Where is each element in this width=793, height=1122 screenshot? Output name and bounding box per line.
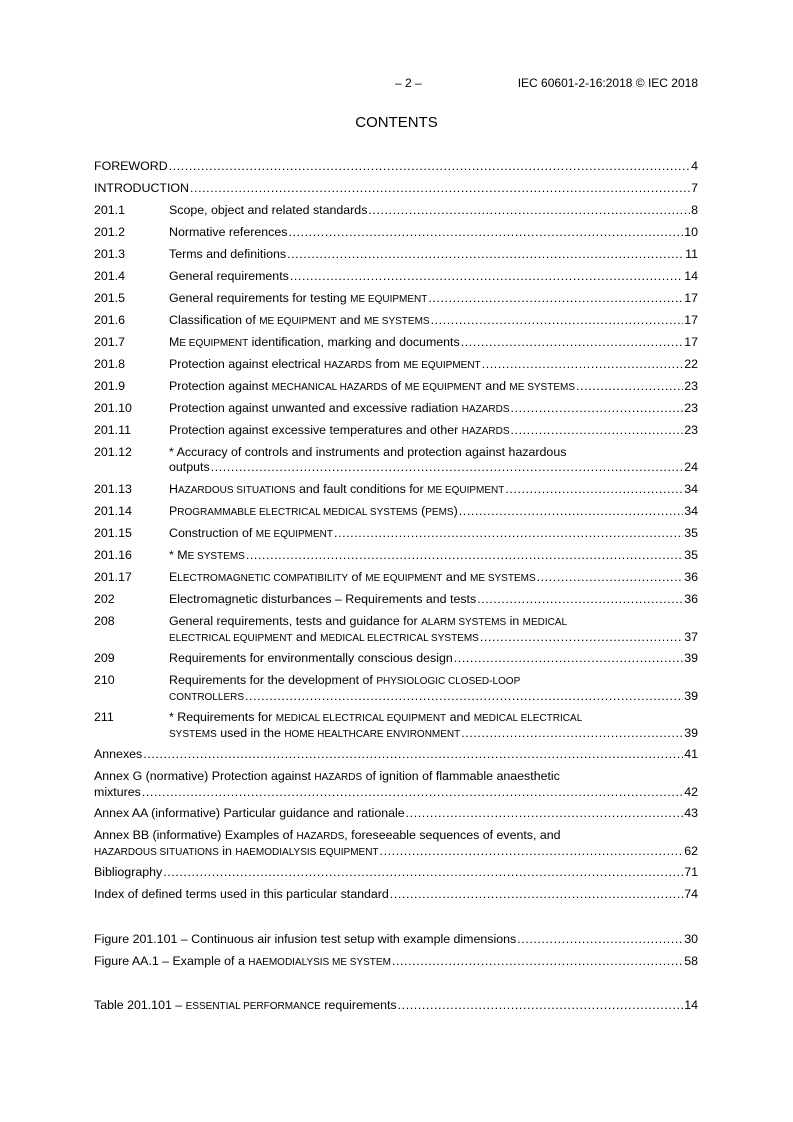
page-ref: 10 — [684, 225, 698, 239]
page-ref: 39 — [684, 689, 698, 703]
page-ref: 23 — [684, 423, 698, 437]
toc-entry-annex-bb[interactable]: Annex BB (informative) Examples of HAZARDS, foreseeable sequences of events, and HAZARDOUS SITUATIONS in HAEMODIALYSIS EQUIPMENT ..... 62 — [94, 828, 698, 860]
page-ref: 22 — [684, 357, 698, 371]
page-ref: 11 — [685, 247, 698, 261]
page-ref: 34 — [684, 504, 698, 518]
section-number: 201.6 — [94, 313, 126, 327]
toc-entry-annex-g[interactable]: Annex G (normative) Protection against HAZARDS of ignition of flammable anaesthetic mixtures ..... 42 — [94, 769, 698, 800]
section-number: 211 — [94, 710, 114, 724]
section-number: 201.17 — [94, 570, 132, 584]
page-ref: 36 — [684, 570, 698, 584]
page-ref: 7 — [691, 181, 698, 195]
section-number: 210 — [94, 673, 115, 687]
page-header — [94, 76, 698, 92]
page-ref: 62 — [684, 844, 698, 858]
toc-entry-figure-201-101[interactable]: Figure 201.101 – Continuous air infusion test setup with example dimensions ..... 30 — [94, 932, 698, 947]
toc-entry-annexes[interactable]: Annexes ..... 41 — [94, 747, 698, 762]
page-ref: 35 — [684, 548, 698, 562]
toc-entry-index[interactable]: Index of defined terms used in this particular standard ..... 74 — [94, 887, 698, 902]
section-number: 201.9 — [94, 379, 126, 393]
section-number: 201.3 — [94, 247, 126, 261]
page-ref: 4 — [691, 159, 698, 173]
toc-entry-foreword[interactable]: FOREWORD ..... 4 — [94, 159, 698, 174]
page-ref: 8 — [691, 203, 698, 217]
page-ref: 23 — [684, 379, 698, 393]
page-ref: 24 — [684, 460, 698, 474]
section-number: 202 — [94, 592, 115, 606]
page-ref: 23 — [684, 401, 698, 415]
toc-entry-figure-aa-1[interactable]: Figure AA.1 – Example of a HAEMODIALYSIS ME SYSTEM ..... 58 — [94, 954, 698, 970]
section-number: 201.11 — [94, 423, 131, 437]
section-number: 201.8 — [94, 357, 126, 371]
page-ref: 42 — [684, 785, 698, 799]
page-ref: 17 — [684, 335, 698, 349]
section-number: 201.16 — [94, 548, 132, 562]
section-number: 201.13 — [94, 482, 132, 496]
toc-entry-table-201-101[interactable]: Table 201.101 – ESSENTIAL PERFORMANCE requirements ..... 14 — [94, 998, 698, 1014]
page-ref: 39 — [684, 726, 698, 740]
page-ref: 35 — [684, 526, 698, 540]
page-ref: 34 — [684, 482, 698, 496]
page-ref: 71 — [684, 865, 698, 879]
section-number: 201.12 — [94, 445, 132, 459]
page-title: CONTENTS — [355, 114, 438, 131]
section-number: 209 — [94, 651, 115, 665]
standard-reference: IEC 60601-2-16:2018 © IEC 2018 — [517, 76, 698, 90]
section-number: 201.10 — [94, 401, 132, 415]
page-ref: 17 — [684, 291, 698, 305]
page-ref: 30 — [684, 932, 698, 946]
page-ref: 14 — [684, 998, 698, 1012]
page-ref: 41 — [684, 747, 698, 761]
toc-entry-introduction[interactable]: INTRODUCTION ..... 7 — [94, 181, 698, 196]
page-ref: 39 — [684, 651, 698, 665]
page-number: – 2 – — [395, 76, 422, 90]
section-number: 201.5 — [94, 291, 126, 305]
toc-entry-bibliography[interactable]: Bibliography ..... 71 — [94, 865, 698, 880]
section-number: 201.2 — [94, 225, 126, 239]
section-number: 201.7 — [94, 335, 126, 349]
page-ref: 17 — [684, 313, 698, 327]
page-ref: 37 — [684, 630, 698, 644]
section-number: 201.14 — [94, 504, 132, 518]
section-number: 201.15 — [94, 526, 132, 540]
page-ref: 43 — [684, 806, 698, 820]
section-number: 201.1 — [94, 203, 126, 217]
page-ref: 74 — [684, 887, 698, 901]
section-number: 208 — [94, 614, 115, 628]
page-ref: 36 — [684, 592, 698, 606]
section-number: 201.4 — [94, 269, 126, 283]
page-ref: 14 — [684, 269, 698, 283]
toc-entry-annex-aa[interactable]: Annex AA (informative) Particular guidance and rationale ..... 43 — [94, 806, 698, 821]
page-ref: 58 — [684, 954, 698, 968]
